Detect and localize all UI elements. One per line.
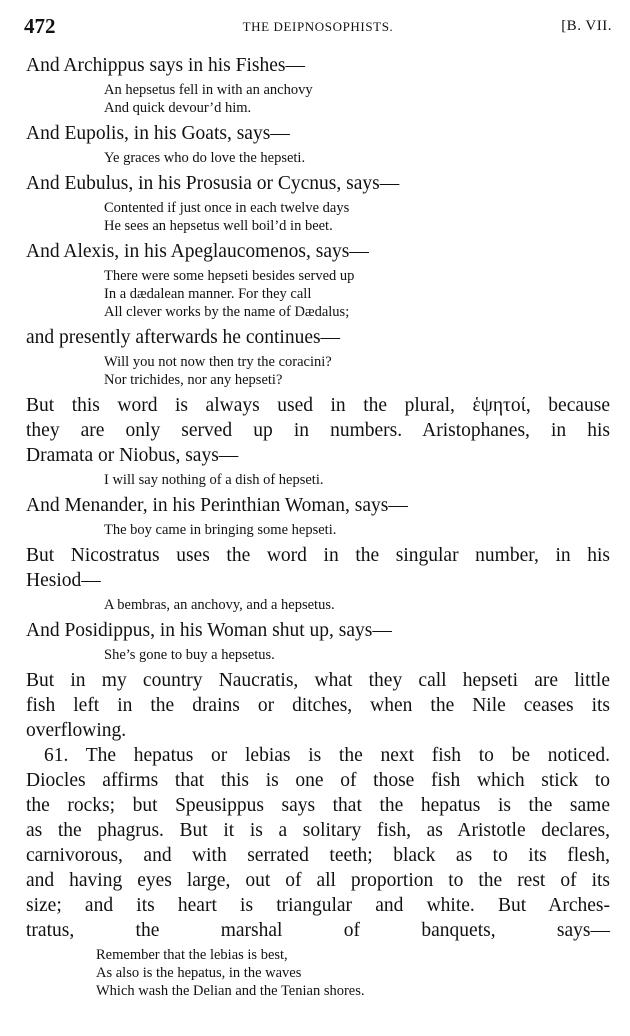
running-title: THE DEIPNOSOPHISTS. (242, 19, 394, 34)
prose-line: But Nicostratus uses the word in the singular number, in his (26, 545, 610, 566)
verse-line: He sees an hepsetus well boil’d in beet. (104, 218, 333, 234)
verse-line: The boy came in bringing some hepseti. (104, 522, 337, 538)
verse-quotation (26, 353, 610, 389)
verse-line: Will you not now then try the coracini? (104, 354, 332, 370)
verse-line: And quick devour’d him. (104, 100, 252, 116)
verse-quotation (26, 946, 610, 1000)
prose-line: tratus, the marshal of banquets, says— (26, 920, 610, 941)
verse-quotation (26, 149, 610, 167)
prose-paragraph (26, 171, 610, 196)
verse-line: An hepsetus fell in with an anchovy (104, 82, 313, 98)
verse-quotation (26, 596, 610, 614)
verse-quotation (26, 81, 610, 117)
verse-quotation (26, 267, 610, 321)
verse-line: A bembras, an anchovy, and a hepsetus. (104, 597, 335, 613)
prose-paragraph (26, 239, 610, 264)
verse-line: Nor trichides, nor any hepseti? (104, 372, 283, 388)
verse-line: Which wash the Delian and the Tenian shores. (96, 983, 365, 999)
prose-line: Dramata or Niobus, says— (26, 445, 239, 466)
verse-quotation (26, 199, 610, 235)
prose-line: fish left in the drains or ditches, when the Nile ceases its (26, 695, 610, 716)
prose-line: But in my country Naucratis, what they call hepseti are little (26, 670, 610, 691)
prose-line: But this word is always used in the plural, ἑψητοί, because (26, 395, 610, 416)
page-header (24, 14, 612, 44)
prose-line: And Posidippus, in his Woman shut up, says— (26, 620, 392, 641)
prose-line: And Eupolis, in his Goats, says— (26, 123, 290, 144)
verse-line: I will say nothing of a dish of hepseti. (104, 472, 324, 488)
verse-line: As also is the hepatus, in the waves (96, 965, 302, 981)
prose-line: And Archippus says in his Fishes— (26, 55, 305, 76)
prose-paragraph (26, 53, 610, 78)
prose-line: And Menander, in his Perinthian Woman, says— (26, 495, 408, 516)
verse-line: There were some hepseti besides served up (104, 268, 355, 284)
prose-line: And Alexis, in his Apeglaucomenos, says— (26, 241, 369, 262)
prose-paragraph (26, 121, 610, 146)
verse-quotation (26, 471, 610, 489)
prose-line: the rocks; but Speusippus says that the hepatus is the same (26, 795, 610, 816)
verse-line: She’s gone to buy a hepsetus. (104, 647, 275, 663)
prose-paragraph (26, 393, 610, 468)
verse-quotation (26, 521, 610, 539)
prose-paragraph (26, 543, 610, 593)
prose-paragraph (26, 325, 610, 350)
verse-line: Remember that the lebias is best, (96, 947, 288, 963)
prose-line: Diocles affirms that this is one of those fish which stick to (26, 770, 610, 791)
verse-line: Contented if just once in each twelve days (104, 200, 350, 216)
prose-line: they are only served up in numbers. Aristophanes, in his (26, 420, 610, 441)
prose-line: and presently afterwards he continues— (26, 327, 341, 348)
prose-paragraph (26, 668, 610, 743)
prose-paragraph (26, 493, 610, 518)
prose-line: And Eubulus, in his Prosusia or Cycnus, says— (26, 173, 400, 194)
book-reference: [B. VII. (561, 18, 612, 34)
verse-line: Ye graces who do love the hepseti. (104, 150, 306, 166)
prose-line: Hesiod— (26, 570, 101, 591)
prose-line: and having eyes large, out of all proportion to the rest of its (26, 870, 610, 891)
prose-line: 61. The hepatus or lebias is the next fish to be noticed. (44, 745, 610, 766)
prose-line: size; and its heart is triangular and white. But Arches- (26, 895, 610, 916)
verse-quotation (26, 646, 610, 664)
verse-line: All clever works by the name of Dædalus; (104, 304, 350, 320)
prose-paragraph (26, 743, 610, 943)
prose-line: carnivorous, and with serrated teeth; black as to its flesh, (26, 845, 610, 866)
prose-paragraph (26, 618, 610, 643)
verse-line: In a dædalean manner. For they call (104, 286, 312, 302)
page-number: 472 (24, 14, 56, 38)
prose-line: overflowing. (26, 720, 127, 741)
prose-line: as the phagrus. But it is a solitary fish, as Aristotle declares, (26, 820, 610, 841)
page-body (26, 53, 610, 1004)
